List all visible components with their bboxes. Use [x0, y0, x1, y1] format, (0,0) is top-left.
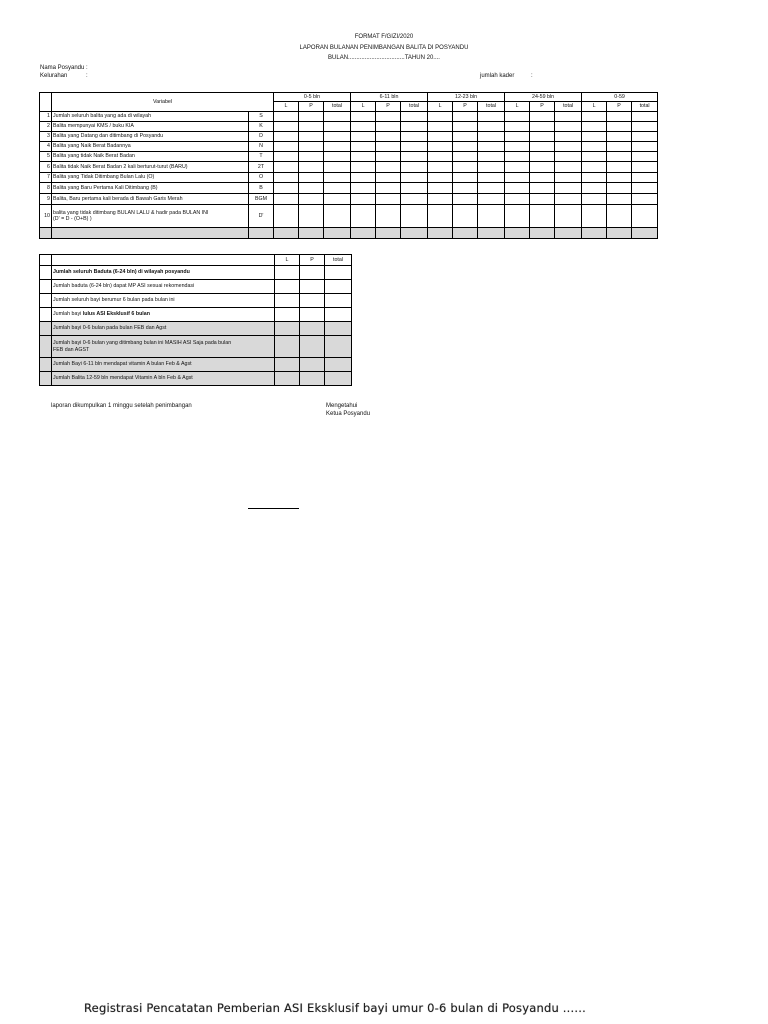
- row-label: Balita yang Baru Pertama Kali Ditimbang (B): [52, 183, 249, 194]
- acknowledge-label: Mengetahui: [326, 403, 358, 409]
- table-row: [40, 372, 352, 386]
- row-number: 3: [40, 132, 52, 142]
- row-label: Jumlah seluruh Baduta (6-24 bln) di wilayah posyandu: [52, 266, 275, 280]
- table-row: [40, 132, 658, 142]
- report-period: BULAN..................................TAHUN 20....: [328, 55, 440, 61]
- row-label: Balita tidak Naik Berat Badan 2 kali berturut-turut (BARU): [52, 162, 249, 173]
- row-number: 2: [40, 122, 52, 132]
- row-label-line-1: balita yang tidak ditimbang BULAN LALU & hadir pada BULAN INI: [53, 209, 209, 216]
- table-row: [40, 152, 658, 162]
- row-code: O: [249, 173, 274, 183]
- kader-label: jumlah kader: [480, 73, 515, 79]
- sub-header-total: total: [478, 102, 505, 112]
- row-label: Jumlah Balita 12-59 bln mendapat Vitamin A bln Feb & Agst: [52, 372, 275, 386]
- sub-header-l: L: [274, 102, 299, 112]
- row-label: [52, 205, 249, 228]
- row-label: Jumlah bayi 0-6 bulan pada bulan FEB dan Agst: [52, 322, 275, 336]
- row-label: Balita yang tidak Naik Berat Badan: [52, 152, 249, 162]
- sub-header-total: total: [324, 102, 351, 112]
- age-group-0-5: 0-5 bln: [274, 93, 351, 102]
- table-row: [40, 205, 658, 228]
- row-label-emphasis: lulus ASI Eksklusif 6 bulan: [82, 311, 150, 318]
- table-row-blank: [40, 228, 658, 239]
- row-number: 4: [40, 142, 52, 152]
- row-code: K: [249, 122, 274, 132]
- sub-header-total: total: [401, 102, 428, 112]
- row-label: [52, 336, 275, 358]
- header-no-cell: [40, 93, 52, 112]
- submission-note: laporan dikumpulkan 1 minggu setelah penimbangan: [51, 403, 192, 409]
- kelurahan-label: Kelurahan: [40, 73, 68, 79]
- sub-header-p: P: [300, 255, 325, 266]
- footer-caption: Registrasi Pencatatan Pemberian ASI Eksklusif bayi umur 0-6 bulan di Posyandu ......: [84, 1001, 586, 1015]
- row-number: 9: [40, 194, 52, 205]
- report-title: LAPORAN BULANAN PENIMBANGAN BALITA DI POSYANDU: [299, 45, 469, 51]
- sub-header-p: P: [530, 102, 555, 112]
- row-label-line-2: FEB dan AGST: [53, 346, 90, 353]
- table-row: [40, 336, 352, 358]
- table-row: [40, 183, 658, 194]
- row-label-line-2: (D' = D - (O+B) ): [53, 216, 92, 222]
- row-label: Balita, Baru pertama kali berada di Bawah Garis Merah: [52, 194, 249, 205]
- row-label: Balita yang Datang dan ditimbang di Posyandu: [52, 132, 249, 142]
- sub-header-total: total: [555, 102, 582, 112]
- row-label: Balita mempunyai KMS / buku KIA: [52, 122, 249, 132]
- row-label: Jumlah Bayi 6-11 bln mendapat vitamin A bulan Feb & Agst: [52, 358, 275, 372]
- row-code: S: [249, 112, 274, 122]
- sub-header-l: L: [428, 102, 453, 112]
- row-label-line-1: Jumlah bayi 0-6 bulan yang ditimbang bulan ini MASIH ASI Saja pada bulan: [53, 340, 232, 346]
- age-group-0-59: 0-59: [582, 93, 658, 102]
- table-row: [40, 294, 352, 308]
- row-code: B: [249, 183, 274, 194]
- row-code: BGM: [249, 194, 274, 205]
- posyandu-label: Nama Posyandu :: [40, 65, 88, 71]
- row-number: 1: [40, 112, 52, 122]
- variable-header: Variabel: [52, 93, 274, 112]
- row-number: 7: [40, 173, 52, 183]
- table-row: [40, 173, 658, 183]
- row-code: 2T: [249, 162, 274, 173]
- sub-header-total: total: [325, 255, 352, 266]
- table-row: [40, 142, 658, 152]
- table-row: [40, 322, 352, 336]
- signature-line: [248, 508, 299, 509]
- table-row: [40, 112, 658, 122]
- role-label: Ketua Posyandu: [326, 411, 371, 417]
- row-code: D': [249, 205, 274, 228]
- age-group-6-11: 6-11 bln: [351, 93, 428, 102]
- format-code: FORMAT F/GIZI/2020: [354, 34, 414, 40]
- weighing-table: [39, 92, 658, 239]
- kelurahan-colon: :: [86, 73, 88, 79]
- row-label: Balita yang Naik Berat Badannya: [52, 142, 249, 152]
- sub-header-l: L: [582, 102, 607, 112]
- row-code: N: [249, 142, 274, 152]
- row-label: Jumlah baduta (6-24 bln) dapat MP ASI sesuai rekomendasi: [52, 280, 275, 294]
- row-label: Jumlah seluruh balita yang ada di wilayah: [52, 112, 249, 122]
- row-number: 6: [40, 162, 52, 173]
- table-row: [40, 162, 658, 173]
- kader-colon: :: [531, 73, 533, 79]
- sub-header-p: P: [607, 102, 632, 112]
- sub-header-l: L: [275, 255, 300, 266]
- sub-header-l: L: [351, 102, 376, 112]
- asi-table: [39, 254, 352, 386]
- sub-header-l: L: [505, 102, 530, 112]
- table-row: [40, 280, 352, 294]
- table-row: [40, 358, 352, 372]
- table-row: [40, 308, 352, 322]
- row-label-prefix: Jumlah bayi: [53, 311, 83, 318]
- row-label: Balita yang Tidak Ditimbang Bulan Lalu (O): [52, 173, 249, 183]
- row-label: Jumlah seluruh bayi berumur 6 bulan pada bulan ini: [52, 294, 275, 308]
- table-row: [40, 122, 658, 132]
- row-number: 5: [40, 152, 52, 162]
- row-label: [52, 308, 275, 322]
- table-row: [40, 194, 658, 205]
- sub-header-p: P: [299, 102, 324, 112]
- row-number: 10: [40, 205, 52, 228]
- table-row: [40, 266, 352, 280]
- sub-header-p: P: [376, 102, 401, 112]
- row-number: 8: [40, 183, 52, 194]
- age-group-12-23: 12-23 bln: [428, 93, 505, 102]
- row-code: D: [249, 132, 274, 142]
- sub-header-p: P: [453, 102, 478, 112]
- row-code: T: [249, 152, 274, 162]
- age-group-24-59: 24-59 bln: [505, 93, 582, 102]
- sub-header-total: total: [632, 102, 658, 112]
